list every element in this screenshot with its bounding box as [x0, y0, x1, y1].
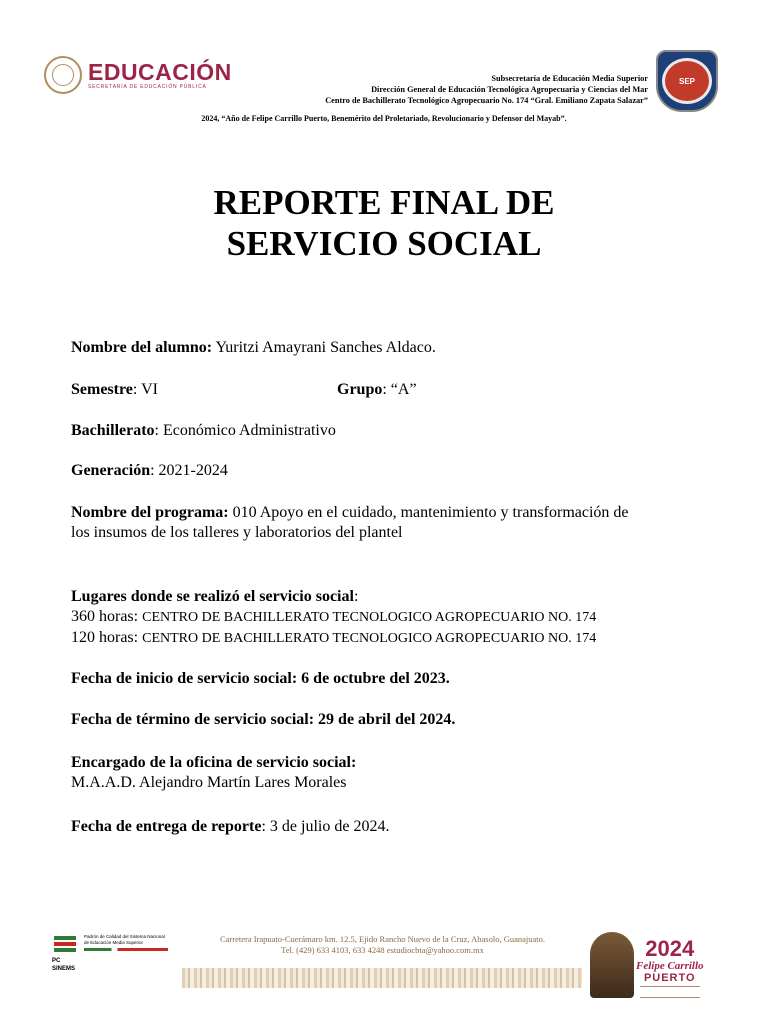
pc-sinems-icon	[52, 934, 78, 956]
semester-value: : VI	[132, 381, 158, 398]
places-row	[71, 587, 596, 649]
bachillerato-label: Bachillerato	[71, 422, 155, 439]
program-label: Nombre del programa:	[71, 504, 229, 521]
pc-sinems-logo	[52, 934, 168, 972]
address-line: Carretera Irapuato-Cuerámaro km. 12.5, Ejido Rancho Nuevo de la Cruz, Abasolo, Guanajuato.	[219, 934, 546, 944]
pc-color-bar	[84, 948, 168, 951]
place-2-hours: 120 horas:	[71, 629, 143, 646]
generation-value: : 2021-2024	[150, 462, 228, 479]
fcp-name: Felipe Carrillo	[636, 960, 704, 972]
fcp-tagline-decoration	[640, 986, 700, 998]
fcp-lastname: PUERTO	[643, 972, 696, 984]
educacion-title: EDUCACIÓN	[88, 59, 232, 85]
title-line-1: REPORTE FINAL DE	[213, 183, 555, 222]
pc-label: PC	[52, 958, 61, 964]
inst-line-3: Centro de Bachillerato Tecnológico Agropecuario No. 174 “Gral. Emiliano Zapata Salazar”	[325, 96, 648, 105]
places-label: Lugares donde se realizó el servicio social	[71, 588, 354, 605]
office-manager-row	[71, 753, 356, 793]
portrait-image	[590, 932, 634, 998]
bachillerato-value: : Económico Administrativo	[154, 422, 336, 439]
program-value-continued: los insumos de los talleres y laboratorios del plantel	[71, 524, 403, 541]
national-seal-icon	[44, 56, 82, 94]
office-manager-label: Encargado de la oficina de servicio social:	[71, 754, 357, 771]
place-2-name: CENTRO DE BACHILLERATO TECNOLOGICO AGROPECUARIO NO. 174	[142, 631, 597, 646]
educacion-subtitle: SECRETARÍA DE EDUCACIÓN PÚBLICA	[88, 84, 207, 90]
end-date: Fecha de término de servicio social: 29 de abril del 2024.	[71, 711, 456, 728]
decorative-band	[182, 968, 582, 988]
delivery-date-row	[71, 817, 389, 837]
school-shield-icon	[656, 50, 718, 112]
inst-line-1: Subsecretaría de Educación Media Superior	[491, 74, 648, 83]
delivery-date-value: : 3 de julio de 2024.	[261, 818, 390, 835]
start-date: Fecha de inicio de servicio social: 6 de octubre del 2023.	[71, 670, 450, 687]
institution-header	[325, 73, 648, 106]
bachillerato-row	[71, 421, 336, 441]
place-1-hours: 360 horas:	[71, 608, 143, 625]
student-name-value: Yuritzi Amayrani Sanches Aldaco.	[212, 339, 436, 356]
group-value: : “A”	[382, 381, 417, 398]
group-label: Grupo	[337, 381, 383, 398]
page-title	[0, 182, 768, 264]
contact-line: Tel. (429) 633 4103, 633 4248 estudiocbta@yahoo.com.mx	[281, 945, 484, 955]
delivery-date-label: Fecha de entrega de reporte	[71, 818, 262, 835]
footer-address	[160, 934, 605, 956]
semester-row	[71, 380, 158, 400]
student-name-label: Nombre del alumno:	[71, 339, 213, 356]
generation-row	[71, 461, 228, 481]
fcp-year: 2024	[645, 936, 695, 961]
office-manager-value: M.A.A.D. Alejandro Martín Lares Morales	[71, 774, 347, 791]
pc-description: Padrón de Calidad del Sistema Nacional de Educación Media Superior	[84, 934, 165, 945]
title-line-2: SERVICIO SOCIAL	[226, 224, 542, 263]
sinems-label: SINEMS	[52, 966, 76, 972]
program-row	[71, 503, 701, 543]
educacion-logo	[44, 56, 232, 94]
program-value: 010 Apoyo en el cuidado, mantenimiento y transformación de	[228, 504, 629, 521]
shield-label: SEP	[662, 58, 712, 104]
generation-label: Generación	[71, 462, 151, 479]
student-name-row	[71, 338, 436, 358]
place-1-name: CENTRO DE BACHILLERATO TECNOLOGICO AGROPECUARIO NO. 174	[142, 610, 597, 625]
inst-line-2: Dirección General de Educación Tecnológica Agropecuaria y Ciencias del Mar	[371, 85, 648, 94]
places-colon: :	[353, 588, 359, 605]
felipe-carrillo-logo	[590, 932, 704, 998]
year-motto: 2024, “Año de Felipe Carrillo Puerto, Benemérito del Proletariado, Revolucionario y Defensor del Mayab”.	[201, 114, 567, 123]
semester-label: Semestre	[71, 381, 133, 398]
group-row	[337, 380, 417, 400]
